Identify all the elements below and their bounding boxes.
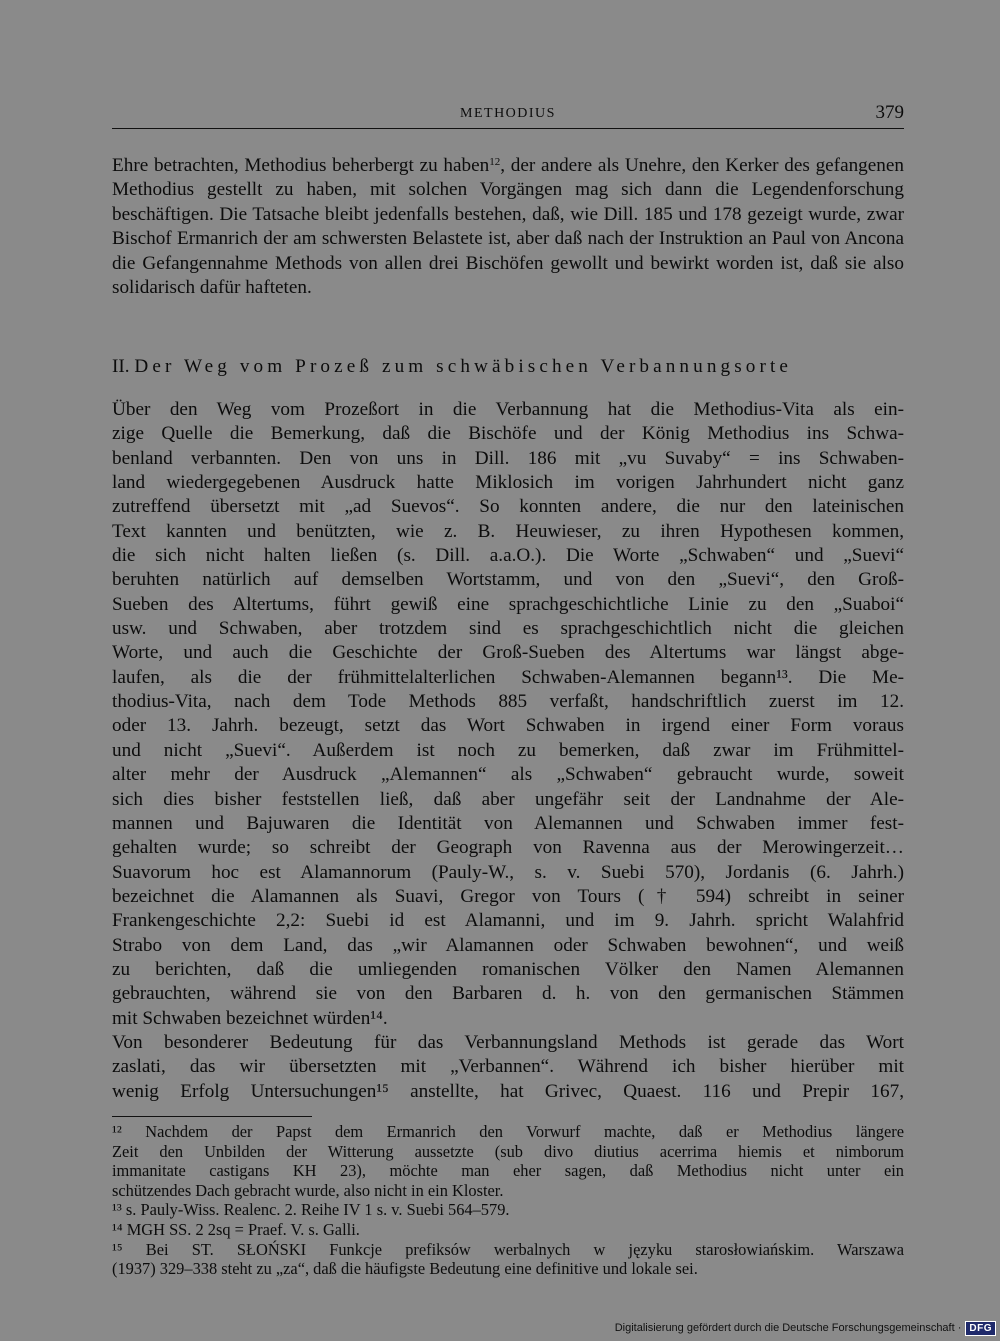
text-line: Frankengeschichte 2,2: Suebi id est Alamanni, und im 9. Jahrh. spricht Walahfrid	[112, 910, 904, 932]
section-heading	[112, 356, 904, 378]
page-header	[112, 100, 904, 128]
text-line: zutreffend übersetzt mit „ad Suevos“. So konnten andere, die nur den lateinischen	[112, 496, 904, 518]
text-line: die sich nicht halten ließen (s. Dill. a.a.O.). Die Worte „Schwaben“ und „Suevi“	[112, 545, 904, 567]
text-line: wenig Erfolg Untersuchungen¹⁵ anstellte, hat Grivec, Quaest. 116 und Prepir 167,	[112, 1080, 904, 1102]
text-line: oder 13. Jahrh. bezeugt, setzt das Wort Schwaben in irgend einer Form voraus	[112, 715, 904, 737]
footnote-line: ¹⁴ MGH SS. 2 2sq = Praef. V. s. Galli.	[112, 1219, 360, 1239]
text-line: zige Quelle die Bemerkung, daß die Bischöfe und der König Methodius ins Schwa-	[112, 423, 904, 445]
text-line: sich dies bisher feststellen ließ, daß aber ungefähr seit der Landnahme der Ale-	[112, 788, 904, 810]
footnote-line: (1937) 329–338 steht zu „za“, daß die häufigste Bedeutung eine definitive und lokale sei.	[112, 1259, 698, 1279]
footer-text: Digitalisierung gefördert durch die Deutsche Forschungsgemeinschaft ·	[614, 1322, 962, 1334]
text-line: thodius-Vita, nach dem Tode Methods 885 verfaßt, handschriftlich zuerst im 12.	[112, 691, 904, 713]
text-line: Strabo von dem Land, das „wir Alamannen oder Schwaben bewohnen“, und weiß	[112, 934, 904, 956]
page-number: 379	[875, 102, 904, 123]
intro-text-part-1: Ehre betrachten, Methodius beherbergt zu haben	[112, 155, 490, 176]
footnote-line: Zeit den Unbilden der Witterung aussetzte (sub divo diutius acerrima hiemis et nimborum	[112, 1141, 904, 1161]
text-line: land wiedergegebenen Ausdruck hatte Miklosich im vorigen Jahrhundert nicht ganz	[112, 472, 904, 494]
text-line: mit Schwaben bezeichnet würden¹⁴.	[112, 1007, 388, 1029]
footnote-ref-12: 12	[489, 156, 501, 168]
text-line: beruhten natürlich auf demselben Wortstamm, und von den „Suevi“, den Groß-	[112, 569, 904, 591]
text-line: Über den Weg vom Prozeßort in die Verbannung hat die Methodius-Vita als ein-	[112, 399, 904, 420]
text-line: Text kannten und benützten, wie z. B. Heuwieser, zu ihren Hypothesen kommen,	[112, 520, 904, 542]
text-line: Suavorum hoc est Alamannorum (Pauly-W., s. v. Suebi 570), Jordanis (6. Jahrh.)	[112, 861, 904, 883]
text-line: gehalten wurde; so schreibt der Geograph von Ravenna aus der Merowingerzeit…	[112, 837, 904, 859]
running-head: METHODIUS	[460, 106, 556, 121]
intro-paragraph-text	[112, 154, 904, 300]
text-line: laufen, als die der frühmittelalterlichen Schwaben-Alemannen begann¹³. Die Me-	[112, 666, 904, 688]
text-line: gebrauchten, während sie von den Barbaren d. h. von den germanischen Stämmen	[112, 983, 904, 1005]
text-line: und nicht „Suevi“. Außerdem ist noch zu bemerken, daß zwar im Frühmittel-	[112, 739, 904, 761]
text-line: Sueben des Altertums, führt gewiß eine sprachgeschichtliche Linie zu den „Suaboi“	[112, 593, 904, 615]
intro-text-part-2: , der andere als Unehre, den Kerker des gefangenen Methodius gestellt zu haben, mit solchen Vorgängen mag sich dann die Legendenforschung beschäftigen. Die Tatsache bleibt jedenfalls bestehen, daß, wie Dill. 185 und 178 gezeigt wurde, zwar Bischof Ermanrich der am schwersten Belastete ist, aber daß nach der Instruktion an Paul von Ancona die Gefangennahme Methods von allen drei Bischöfen gewollt und bewirkt worden ist, daß sie also solidarisch dafür hafteten.	[112, 155, 904, 299]
text-line: usw. und Schwaben, aber trotzdem sind es sprachgeschichtlich nicht die gleichen	[112, 618, 904, 640]
main-paragraph	[112, 398, 904, 1104]
footnote-rule	[112, 1116, 312, 1117]
footnote-line: ¹² Nachdem der Papst dem Ermanrich den Vorwurf machte, daß er Methodius längere	[112, 1122, 904, 1141]
dfg-logo-icon: DFG	[965, 1321, 996, 1336]
digitization-footer	[615, 1319, 996, 1337]
section-number: II.	[112, 356, 130, 377]
text-line: benland verbannten. Den von uns in Dill. 186 mit „vu Suvaby“ = ins Schwaben-	[112, 447, 904, 469]
header-rule	[112, 128, 904, 129]
text-line: bezeichnet die Alamannen als Suavi, Gregor von Tours († 594) schreibt in seiner	[112, 885, 904, 907]
footnote-line: ¹³ s. Pauly-Wiss. Realenc. 2. Reihe IV 1 s. v. Suebi 564–579.	[112, 1200, 510, 1220]
footnote-line: ¹⁵ Bei ST. SŁOŃSKI Funkcje prefiksów werbalnych w języku starosłowiańskim. Warszawa	[112, 1239, 904, 1259]
footnote-line: immanitate castigans KH 23), möchte man eher sagen, daß Methodius nicht unter ein	[112, 1161, 904, 1181]
footnotes	[112, 1122, 904, 1279]
text-line: alter mehr der Ausdruck „Alemannen“ als „Schwaben“ gebraucht wurde, soweit	[112, 764, 904, 786]
text-line: Von besonderer Bedeutung für das Verbannungsland Methods ist gerade das Wort	[112, 1031, 904, 1053]
footnote-line: schützendes Dach gebracht wurde, also nicht in ein Kloster.	[112, 1180, 504, 1200]
intro-paragraph	[112, 154, 904, 300]
text-line: zaslati, das wir übersetzten mit „Verbannen“. Während ich bisher hierüber mit	[112, 1056, 904, 1078]
text-line: zu berichten, daß die umliegenden romanischen Völker den Namen Alemannen	[112, 958, 904, 980]
section-title: Der Weg vom Prozeß zum schwäbischen Verbannungsorte	[134, 356, 793, 377]
text-line: mannen und Bajuwaren die Identität von Alemannen und Schwaben immer fest-	[112, 812, 904, 834]
text-line: Worte, und auch die Geschichte der Groß-Sueben des Altertums war längst abge-	[112, 642, 904, 664]
